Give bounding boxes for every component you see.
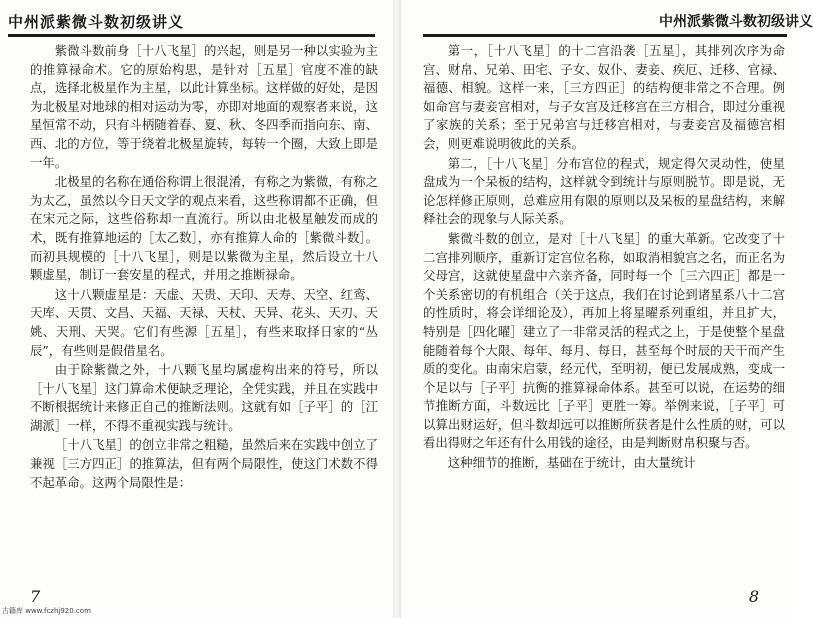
paragraph: 紫微斗数前身［十八飞星］的兴起，则是另一种以实验为主的推算禄命术。它的原始构思，是针对［五星］官度不准的缺点，选择北极星作为主星，以此计算坐标。这样做的好处，是因为北极星对地球的相对运动为零，亦即对地面的观察者来说，这星恒常不动，只有斗柄随着春、夏、秋、冬四季而指向东、南、西、北的方位，等于绕着北极星旋转，每转一个圈，大致上即是一年。 xyxy=(30,43,378,170)
left-page-header: 中州派紫微斗数初级讲义 xyxy=(8,13,185,31)
book-gutter xyxy=(393,0,401,618)
right-page-number: 8 xyxy=(748,587,759,606)
paragraph: ［十八飞星］的创立非常之粗糙，虽然后来在实践中创立了兼视［三方四正］的推算法，但有两个局限性，使这门术数不得不起革命。这两个局限性是： xyxy=(30,437,378,490)
left-page-number: 7 xyxy=(30,587,41,606)
left-page xyxy=(0,0,393,618)
paragraph: 第一，［十八飞星］的十二宫沿袭［五星］，其排列次序为命宫、财帛、兄弟、田宅、子女、奴仆、妻妾、疾厄、迁移、官禄、福德、相貌。这样一来，［三方四正］的结构便非常之不合理。例如命宫与妻妾宫相对，与子女宫及迁移宫在三方相合，即过分重视了家族的关系；至于兄弟宫与迁移宫相对，与妻妾宫及福德宫相会，则更难说明彼此的关系。 xyxy=(423,43,785,151)
left-header-rule xyxy=(8,34,375,37)
right-page-body xyxy=(423,42,785,474)
paragraph: 紫微斗数的创立，是对［十八飞星］的重大革新。它改变了十二宫排列顺序，重新订定宫位名称，如取消相貌宫之名，而正名为父母宫，这就使星盘中六亲齐备，同时每一个［三六四正］都是一个关系密切的有机组合（关于这点，我们在讨论到诸星系八十二宫的性质时，将会详细论及），再加上将星曜系列重组，并且扩大，特别是［四化曜］建立了一非常灵活的程式之上，于是使整个星盘能随着每个大限、每年、每月、每日，甚至每个时辰的天干而产生质的变化。由南宋启蒙，经元代，至明初，便已发展成熟，变成一个足以与［子平］抗衡的推算禄命体系。甚至可以说，在运势的细节推断方面，斗数远比［子平］更胜一筹。举例来说，［子平］可以算出财运好，但斗数却远可以推断所获者是什么性质的财，可以看出得财之年还有什么用钱的途径，由是判断财帛积聚与否。 xyxy=(423,230,785,451)
paragraph: 这种细节的推断，基础在于统计，由大量统计 xyxy=(447,455,696,471)
left-page-body xyxy=(30,42,378,493)
right-header-rule xyxy=(423,34,787,37)
paragraph: 北极星的名称在通俗称谓上很混淆，有称之为紫微，有称之为太乙，虽然以今日天文学的观点来看，这些称谓都不正确，但在宋元之际，这些俗称却一直流行。所以由北极星触发而成的术，既有推算地运的［太乙数］，亦有推算人命的［紫微斗数］。而初具规模的［十八飞星］，则是以紫微为主星，然后设立十八颗虚星，制订一套安星的程式，并用之推断禄命。 xyxy=(30,174,378,283)
paragraph: 第二，［十八飞星］分布宫位的程式，规定得欠灵动性，使星盘成为一个呆板的结构，这样就令到统计与原则脱节。即是说，无论怎样修正原则，总难应用有限的原则以及呆板的星盘结构，来解释社会的现象与人际关系。 xyxy=(423,155,785,227)
right-page xyxy=(401,0,813,618)
right-page-header: 中州派紫微斗数初级讲义 xyxy=(659,14,813,30)
paragraph: 这十八颗虚星是：天虚、天贵、天印、天寿、天空、红鸾、天库、天贯、文昌、天福、天禄、天杖、天异、花头、天刃、天姚、天刑、天哭。它们有些源［五星］，有些来取择日家的“丛辰”，有些则是假借星名。 xyxy=(30,286,378,358)
paragraph: 由于除紫微之外，十八颗飞星均属虚构出来的符号，所以［十八飞星］这门算命术便缺乏理论，全凭实践，并且在实践中不断根据统计来修正自己的推断法则。这就有如［子平］的［江湖派］一样，不得不重视实践与统计。 xyxy=(30,362,378,433)
watermark-text: 古籍库 www.fczhj920.com xyxy=(2,607,91,615)
